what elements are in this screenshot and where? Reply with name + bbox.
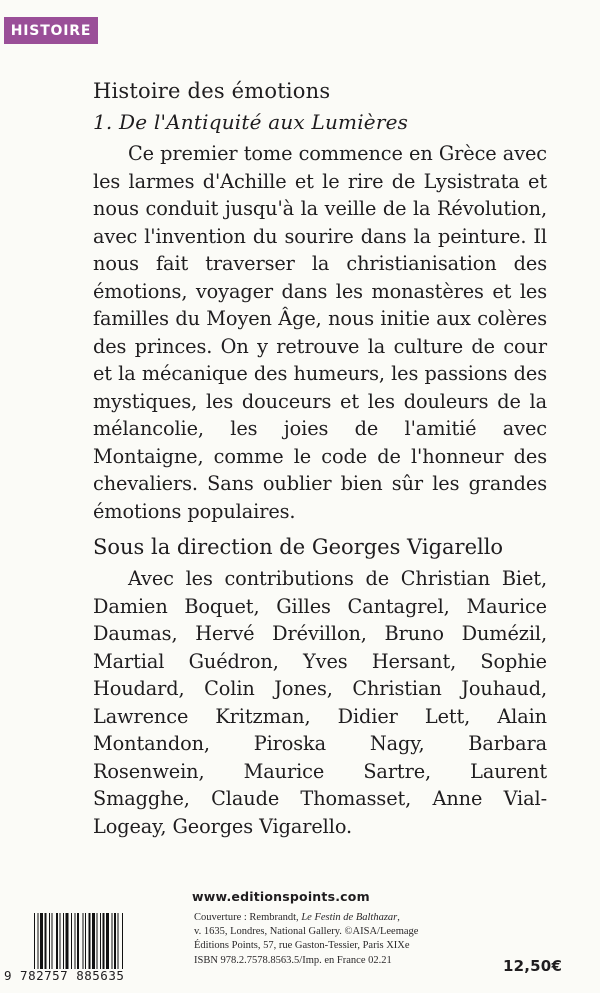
barcode-bar [77,913,79,969]
barcode-bar [103,913,105,969]
barcode-bar [38,913,39,969]
editor-heading: Sous la direction de Georges Vigarello [93,535,504,559]
category-badge: HISTOIRE [4,17,98,44]
book-title: Histoire des émotions [93,79,331,103]
painting-title: Le Festin de Balthazar [301,912,398,923]
barcode-bars [34,913,184,969]
credits-line-3: Éditions Points, 57, rue Gaston-Tessier, Paris XIXe [194,940,410,952]
cover-credits [194,911,418,968]
barcode-bar [71,913,72,969]
barcode-bar [100,913,101,969]
publisher-website: www.editionspoints.com [192,889,370,904]
barcode-bar [112,913,113,969]
barcode-bar [97,913,98,969]
credits-line-4: ISBN 978.2.7578.8563.5/Imp. en France 02.21 [194,954,392,966]
barcode-bar [45,913,47,969]
price: 12,50€ [503,957,563,975]
barcode-bar [85,913,86,969]
summary-paragraph: Ce premier tome commence en Grèce avec les larmes d'Achille et le rire de Lysistrata et nous conduit jusqu'à la veille de la Révolution, avec l'invention du sourire dans la peinture. Il nous fait traverser la christianisation des émotions, voyager dans les monastères et les familles du Moyen Âge, nous initie aux colères des princes. On y retrouve la culture de cour et la mécanique des humeurs, les passions des mystiques, les douceurs et les douleurs de la mélancolie, les joies de l'amitié avec Montaigne, comme le code de l'honneur des chevaliers. Sans oublier bien sûr les grandes émotions populaires. [93,142,547,523]
barcode-number: 9 782757 885635 [4,969,190,983]
barcode-bar [106,913,109,969]
barcode-bar [60,913,61,969]
barcode-bar [92,913,95,969]
barcode-bar [114,913,116,969]
barcode-bar [83,913,84,969]
barcode-bar [63,913,64,969]
credits-line-2: v. 1635, Londres, National Gallery. ©AISA/Leemage [194,926,419,938]
barcode-bar [56,913,58,969]
credits-line-1: Couverture : Rembrandt, Le Festin de Balthazar, [194,912,400,923]
book-subtitle: 1. De l'Antiquité aux Lumières [93,110,409,134]
barcode-bar [52,913,53,969]
barcode-bar [118,913,119,969]
barcode-bar [66,913,69,969]
isbn-barcode [4,913,188,983]
barcode-bar [89,913,91,969]
barcode-bar [34,913,35,969]
barcode-bar [49,913,50,969]
contributors-paragraph: Avec les contributions de Christian Biet, Damien Boquet, Gilles Cantagrel, Maurice Daumas, Hervé Drévillon, Bruno Dumézil, Martial Guédron, Yves Hersant, Sophie Houdard, Colin Jones, Christian Jouhaud, Lawrence Kritzman, Didier Lett, Alain Montandon, Piroska Nagy, Barbara Rosenwein, Maurice Sartre, Laurent Smagghe, Claude Thomasset, Anne Vial-Logeay, Georges Vigarello. [93,567,547,838]
barcode-bar [122,913,123,969]
barcode-bar [40,913,43,969]
barcode-bar [75,913,76,969]
